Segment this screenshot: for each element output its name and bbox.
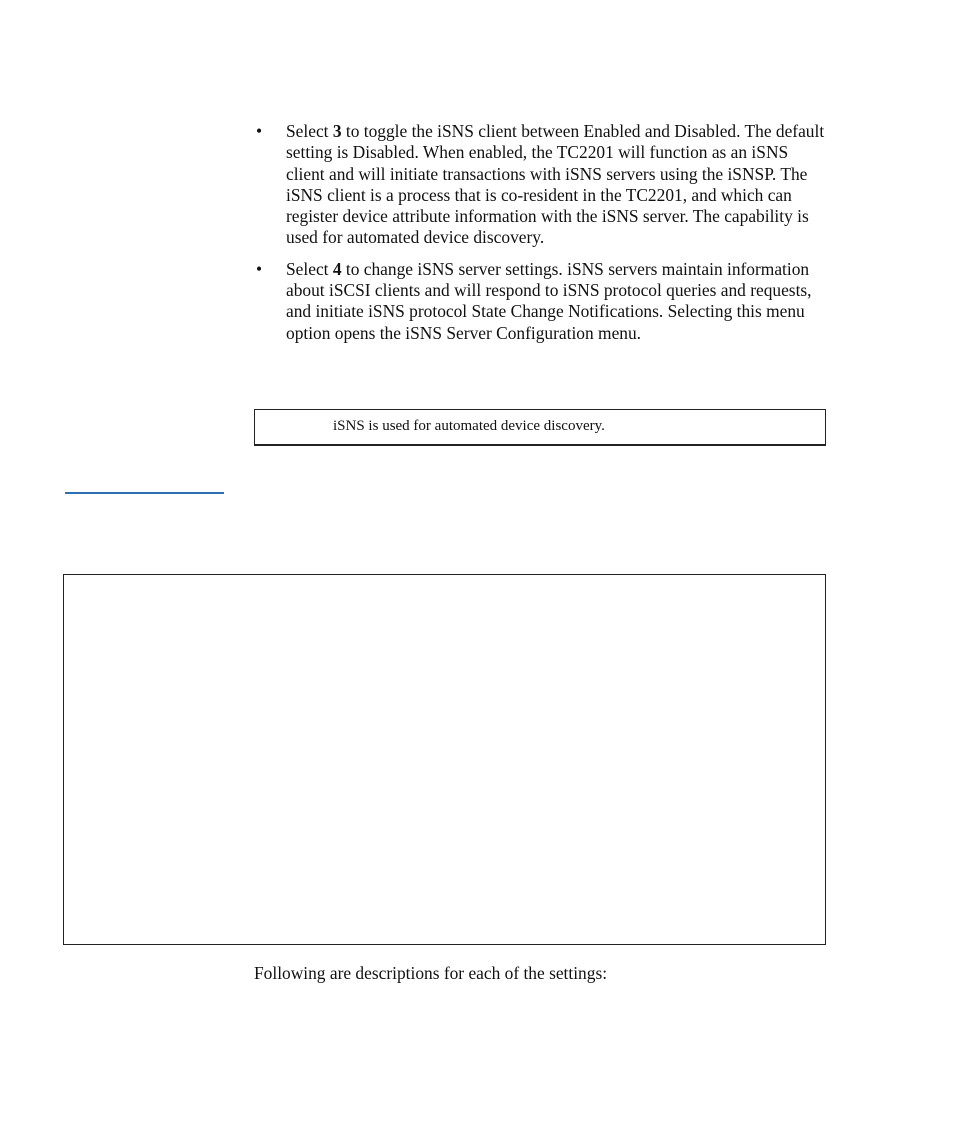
section-heading-rule <box>65 492 224 494</box>
bullet-text-pre: Select <box>286 258 333 279</box>
bullet-marker: • <box>256 121 263 141</box>
bullet-item-select-3 <box>256 121 826 249</box>
bullet-text-post: to change iSNS server settings. iSNS servers maintain information about iSCSI clients and will respond to iSNS protocol queries and requests, and initiate iSNS protocol State Change Notifications. Selecting this menu option opens the iSNS Server Configuration menu. <box>286 258 812 343</box>
bullet-text <box>286 259 812 343</box>
bullet-list <box>256 121 826 354</box>
following-paragraph: Following are descriptions for each of the settings: <box>254 963 608 983</box>
bullet-key: 4 <box>332 258 342 279</box>
note-bottom-rule <box>254 445 826 446</box>
bullet-item-select-4 <box>256 259 826 344</box>
bullet-text <box>286 121 824 247</box>
bullet-text-pre: Select <box>286 121 333 141</box>
note-text: iSNS is used for automated device discovery. <box>333 418 605 434</box>
note-box <box>254 409 826 445</box>
bullet-marker: • <box>256 258 263 279</box>
bullet-key: 3 <box>332 121 342 141</box>
menu-screen-frame <box>63 574 826 945</box>
bullet-text-post: to toggle the iSNS client between Enabled and Disabled. The default setting is Disabled. When enabled, the TC2201 will function as an iSNS client and will initiate transactions with iSNS servers using the iSNSP. The iSNS client is a process that is co-resident in the TC2201, and which can register device attribute information with the iSNS server. The capability is used for automated device discovery. <box>286 121 825 248</box>
